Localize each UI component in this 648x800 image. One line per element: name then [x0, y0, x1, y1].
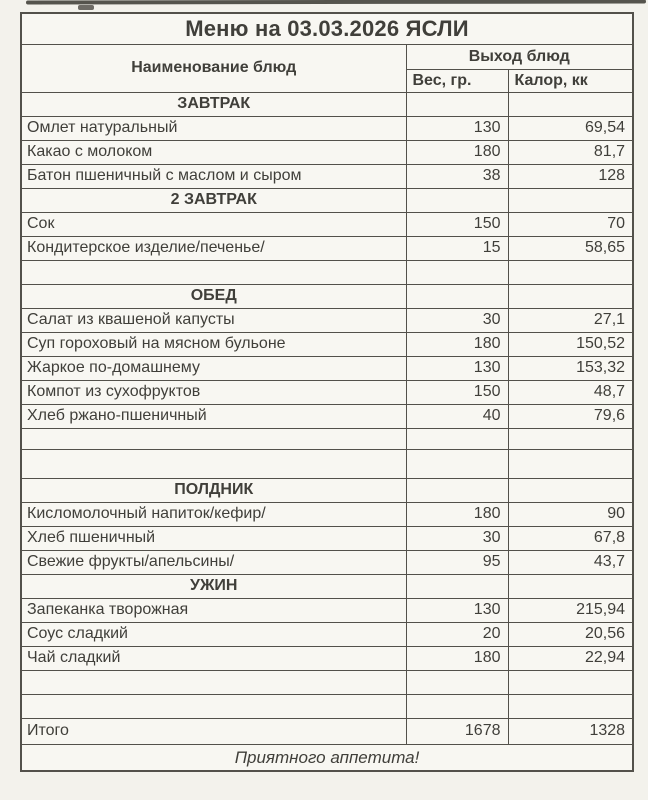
dish-weight: 130: [406, 599, 508, 623]
section-label: ОБЕД: [21, 285, 406, 309]
dish-row: [21, 333, 633, 357]
empty-cell: [21, 695, 406, 719]
dish-row: [21, 213, 633, 237]
dish-row: [21, 623, 633, 647]
dish-weight: [406, 285, 508, 309]
dish-weight: 180: [406, 141, 508, 165]
section-label: УЖИН: [21, 575, 406, 599]
dish-calories: 67,8: [508, 527, 633, 551]
empty-cell: [406, 695, 508, 719]
dish-weight: 20: [406, 623, 508, 647]
empty-cell: [508, 429, 633, 450]
empty-row: [21, 695, 633, 719]
dish-name: Компот из сухофруктов: [21, 381, 406, 405]
dish-weight: [406, 479, 508, 503]
dish-calories: [508, 575, 633, 599]
section-row: [21, 575, 633, 599]
dish-row: [21, 357, 633, 381]
dish-calories: 79,6: [508, 405, 633, 429]
dish-name: Сок: [21, 213, 406, 237]
section-label: ПОЛДНИК: [21, 479, 406, 503]
dish-name: Салат из квашеной капусты: [21, 309, 406, 333]
dish-name: Кондитерское изделие/печенье/: [21, 237, 406, 261]
header-row-group: [21, 45, 633, 70]
dish-weight: 15: [406, 237, 508, 261]
dish-weight: [406, 575, 508, 599]
empty-cell: [508, 695, 633, 719]
dish-name: Омлет натуральный: [21, 117, 406, 141]
empty-cell: [21, 450, 406, 479]
dish-calories: 69,54: [508, 117, 633, 141]
dish-row: [21, 381, 633, 405]
dish-weight: 130: [406, 117, 508, 141]
empty-cell: [406, 429, 508, 450]
dish-row: [21, 527, 633, 551]
section-label: 2 ЗАВТРАК: [21, 189, 406, 213]
dish-name: Кисломолочный напиток/кефир/: [21, 503, 406, 527]
column-header-weight: Вес, гр.: [406, 70, 508, 93]
dish-calories: 43,7: [508, 551, 633, 575]
dish-calories: 215,94: [508, 599, 633, 623]
dish-name: Чай сладкий: [21, 647, 406, 671]
empty-row: [21, 671, 633, 695]
dish-calories: [508, 479, 633, 503]
empty-cell: [406, 261, 508, 285]
empty-row: [21, 429, 633, 450]
dish-row: [21, 647, 633, 671]
dish-weight: 95: [406, 551, 508, 575]
dish-calories: 128: [508, 165, 633, 189]
dish-calories: [508, 189, 633, 213]
dish-weight: 30: [406, 527, 508, 551]
dish-weight: 180: [406, 647, 508, 671]
dish-row: [21, 117, 633, 141]
total-calories: 1328: [508, 719, 633, 745]
section-label: ЗАВТРАК: [21, 93, 406, 117]
dish-calories: 81,7: [508, 141, 633, 165]
dish-calories: 58,65: [508, 237, 633, 261]
dish-row: [21, 599, 633, 623]
dish-calories: 153,32: [508, 357, 633, 381]
empty-cell: [406, 671, 508, 695]
empty-cell: [508, 450, 633, 479]
dish-weight: 130: [406, 357, 508, 381]
dish-name: Хлеб ржано-пшеничный: [21, 405, 406, 429]
dish-calories: 150,52: [508, 333, 633, 357]
dish-weight: 38: [406, 165, 508, 189]
title-row: [21, 13, 633, 45]
section-row: [21, 285, 633, 309]
empty-cell: [508, 671, 633, 695]
dish-row: [21, 405, 633, 429]
empty-row: [21, 261, 633, 285]
scan-blob-artifact: [78, 5, 94, 10]
dish-name: Свежие фрукты/апельсины/: [21, 551, 406, 575]
dish-calories: 90: [508, 503, 633, 527]
dish-name: Хлеб пшеничный: [21, 527, 406, 551]
dish-row: [21, 309, 633, 333]
dish-calories: 27,1: [508, 309, 633, 333]
dish-row: [21, 503, 633, 527]
dish-weight: [406, 93, 508, 117]
dish-calories: [508, 93, 633, 117]
dish-weight: 150: [406, 213, 508, 237]
dish-name: Какао с молоком: [21, 141, 406, 165]
empty-cell: [21, 429, 406, 450]
total-weight: 1678: [406, 719, 508, 745]
dish-row: [21, 165, 633, 189]
dish-calories: 48,7: [508, 381, 633, 405]
dish-name: Соус сладкий: [21, 623, 406, 647]
dish-row: [21, 551, 633, 575]
total-label: Итого: [21, 719, 406, 745]
dish-weight: 30: [406, 309, 508, 333]
empty-cell: [21, 261, 406, 285]
dish-calories: 22,94: [508, 647, 633, 671]
dish-weight: 180: [406, 503, 508, 527]
dish-name: Запеканка творожная: [21, 599, 406, 623]
empty-cell: [406, 450, 508, 479]
dish-weight: [406, 189, 508, 213]
footer-row: [21, 745, 633, 772]
column-header-calories: Калор, кк: [508, 70, 633, 93]
empty-cell: [508, 261, 633, 285]
column-header-output: Выход блюд: [406, 45, 633, 70]
section-row: [21, 189, 633, 213]
dish-name: Жаркое по-домашнему: [21, 357, 406, 381]
dish-calories: 70: [508, 213, 633, 237]
dish-name: Батон пшеничный с маслом и сыром: [21, 165, 406, 189]
section-row: [21, 479, 633, 503]
total-row: [21, 719, 633, 745]
bon-appetit-note: Приятного аппетита!: [21, 745, 633, 772]
empty-row: [21, 450, 633, 479]
dish-weight: 40: [406, 405, 508, 429]
column-header-name: Наименование блюд: [21, 45, 406, 93]
dish-calories: [508, 285, 633, 309]
menu-table: [20, 12, 634, 772]
dish-weight: 180: [406, 333, 508, 357]
dish-row: [21, 237, 633, 261]
scan-edge-artifact: [26, 0, 646, 5]
section-row: [21, 93, 633, 117]
dish-row: [21, 141, 633, 165]
empty-cell: [21, 671, 406, 695]
dish-weight: 150: [406, 381, 508, 405]
dish-calories: 20,56: [508, 623, 633, 647]
page-title: Меню на 03.03.2026 ЯСЛИ: [21, 13, 633, 45]
dish-name: Суп гороховый на мясном бульоне: [21, 333, 406, 357]
